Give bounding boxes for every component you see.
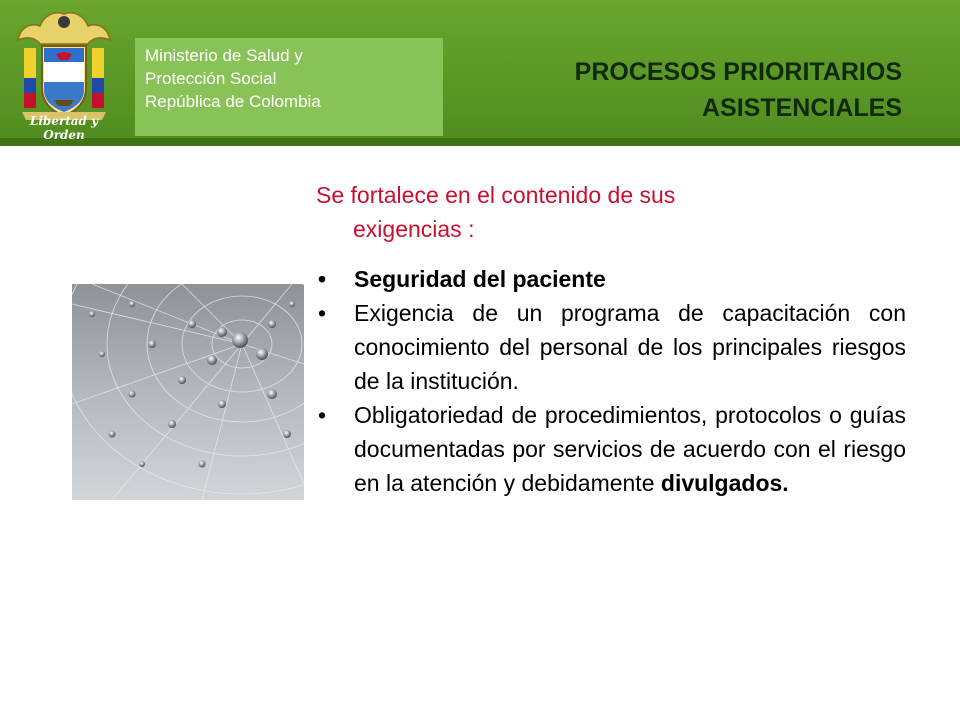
ministry-line: Protección Social (145, 69, 277, 88)
intro-text (316, 178, 916, 246)
bullet-text: Seguridad del paciente (354, 266, 606, 292)
bullet-dot-icon: • (318, 402, 327, 428)
bullet-list (318, 262, 906, 500)
title-line: ASISTENCIALES (701, 94, 902, 122)
header-stripe (0, 138, 960, 146)
bullet-text: Exigencia de un programa de capacitación con conocimiento del personal de los principales riesgos de la institución. (354, 300, 906, 394)
bullet-item (318, 296, 906, 398)
slide-title (462, 54, 902, 126)
spider-web-image (72, 284, 304, 500)
spider-web-photo (72, 284, 304, 500)
bullet-dot-icon: • (318, 266, 327, 292)
ministry-line: Ministerio de Salud y (145, 46, 303, 65)
bullet-text: Obligatoriedad de procedimientos, protocolos o guías documentadas por servicios de acuerdo con el riesgo en la atención y debidamente (354, 402, 906, 496)
bullet-bold-tail: divulgados. (660, 470, 789, 496)
bullet-item (318, 262, 906, 296)
ministry-label-box (135, 38, 443, 136)
crest-motto: Libertad y Orden (29, 114, 99, 142)
header-band (0, 0, 960, 146)
bullet-item (318, 398, 906, 500)
bullet-dot-icon: • (318, 300, 327, 326)
intro-line: exigencias : (353, 216, 475, 242)
ministry-line: República de Colombia (145, 92, 321, 111)
intro-line: Se fortalece en el contenido de sus (316, 182, 676, 208)
title-line: PROCESOS PRIORITARIOS (574, 58, 902, 86)
